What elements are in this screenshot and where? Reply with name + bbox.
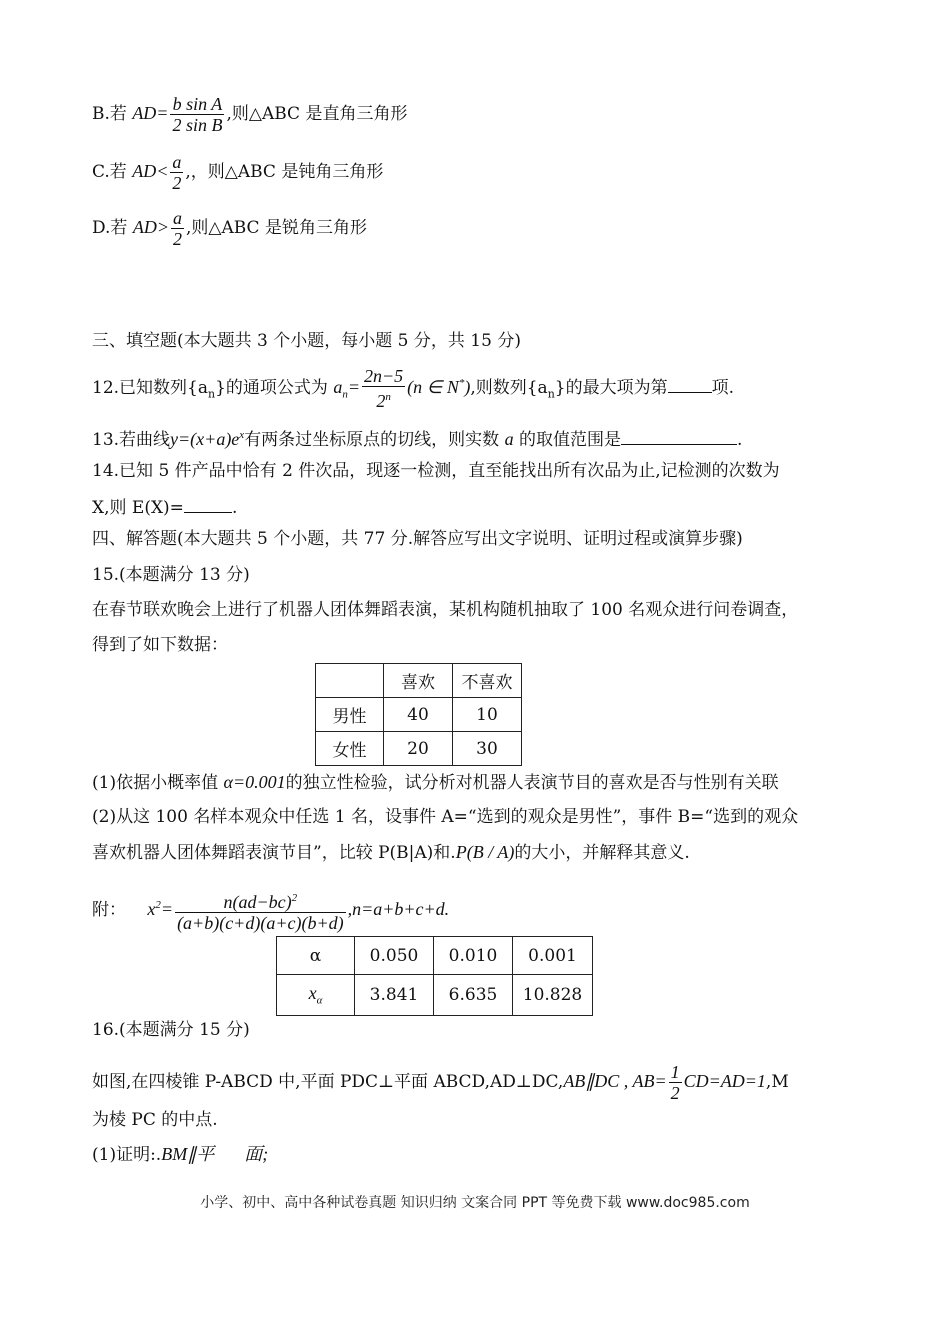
formula-eq: = bbox=[160, 899, 174, 919]
fraction-denominator: 2 bbox=[172, 173, 182, 193]
fraction-denominator: 2 sin B bbox=[172, 115, 223, 135]
q12-text-4: }的最大项为第 bbox=[554, 378, 668, 398]
table-cell: 20 bbox=[384, 732, 453, 766]
q15-line-2: 得到了如下数据： bbox=[92, 635, 228, 655]
table-cell: 0.001 bbox=[513, 937, 593, 975]
formula-lhs-sup: 2 bbox=[155, 899, 161, 911]
chi-square-fraction bbox=[175, 888, 346, 933]
q16-math-a: AB∥DC , AB= bbox=[563, 1071, 667, 1091]
q15-part-2-line-2 bbox=[92, 841, 690, 864]
q16-end: ,M bbox=[765, 1072, 789, 1092]
table-cell: 40 bbox=[384, 698, 453, 732]
option-b-lhs: AD= bbox=[132, 103, 169, 123]
fraction-denominator bbox=[362, 387, 405, 411]
q16-fraction bbox=[669, 1062, 682, 1103]
option-d-fraction bbox=[171, 208, 184, 249]
table-cell: 6.635 bbox=[434, 975, 513, 1016]
fraction-numerator: a bbox=[172, 208, 182, 228]
q15-part2-text-b: 的大小，并解释其意义. bbox=[514, 843, 690, 863]
table-cell: α bbox=[277, 937, 355, 975]
page-footer[interactable]: 小学、初中、高中各种试卷真题 知识归纳 文案合同 PPT 等免费下载 www.doc985.com bbox=[200, 1195, 750, 1211]
q13-curve-sup: x bbox=[239, 429, 245, 441]
critical-value-table bbox=[276, 936, 593, 1016]
q13-variable: a bbox=[504, 429, 514, 449]
q16-math-b: CD=AD=1 bbox=[683, 1071, 766, 1091]
question-14-line-2 bbox=[92, 494, 237, 519]
option-b-text: ,则△ABC 是直角三角形 bbox=[226, 104, 408, 124]
table-header: 不喜欢 bbox=[453, 664, 522, 698]
q12-den-base: 2 bbox=[376, 391, 386, 411]
table-cell: 10 bbox=[453, 698, 522, 732]
option-c-text: ,，则△ABC 是钝角三角形 bbox=[185, 162, 384, 182]
prob-expression: P(B / A) bbox=[455, 842, 515, 862]
fraction-numerator: b sin A bbox=[170, 94, 224, 115]
table-cell: 0.010 bbox=[434, 937, 513, 975]
q15-part1-text-b: 的独立性检验，试分析对机器人表演节目的喜欢是否与性别有关联 bbox=[285, 773, 779, 793]
fraction-numerator: a bbox=[172, 152, 182, 172]
q12-an-sub: n bbox=[342, 388, 348, 401]
formula-num-sup: 2 bbox=[291, 892, 298, 904]
answer-blank[interactable] bbox=[184, 494, 232, 513]
q15-line-1: 在春节联欢晚会上进行了机器人团体舞蹈表演，某机构随机抽取了 100 名观众进行问卷调查， bbox=[92, 600, 799, 620]
q16-line-1 bbox=[92, 1062, 789, 1103]
table-row bbox=[316, 664, 522, 698]
table-row bbox=[277, 975, 593, 1016]
table-cell: 男性 bbox=[316, 698, 384, 732]
q15-part-1 bbox=[92, 771, 779, 794]
option-d-label: D.若 bbox=[92, 218, 128, 238]
q16-part1-math-2: 面; bbox=[244, 1144, 269, 1164]
q13-text-2: 有两条过坐标原点的切线，则实数 bbox=[244, 430, 500, 450]
formula-lhs bbox=[147, 899, 173, 919]
q12-den-sup: n bbox=[385, 391, 391, 403]
x-alpha-symbol: x bbox=[308, 983, 317, 1004]
fraction-numerator: 2n−5 bbox=[363, 366, 404, 386]
option-c-fraction bbox=[170, 152, 183, 193]
q13-text-3: 的取值范围是 bbox=[519, 430, 621, 450]
formula-tail: ,n=a+b+c+d. bbox=[347, 899, 450, 919]
q16-part-1 bbox=[92, 1143, 268, 1166]
option-d bbox=[92, 208, 367, 249]
option-b-fraction bbox=[170, 94, 224, 135]
q12-subscript-2: n bbox=[547, 387, 555, 401]
fraction-denominator: (a+b)(c+d)(a+c)(b+d) bbox=[177, 913, 344, 933]
q13-curve-text: y=(x+a)e bbox=[170, 429, 240, 449]
option-d-text: ,则△ABC 是锐角三角形 bbox=[185, 218, 367, 238]
q14-prefix: X,则 E(X)= bbox=[92, 498, 184, 518]
question-13 bbox=[92, 424, 742, 451]
option-b-label: B.若 bbox=[92, 104, 127, 124]
q12-fraction bbox=[362, 366, 405, 411]
q13-end: . bbox=[737, 430, 743, 450]
table-header: 喜欢 bbox=[384, 664, 453, 698]
answer-blank[interactable] bbox=[621, 426, 737, 445]
table-cell: 0.050 bbox=[355, 937, 434, 975]
q12-text-5: 项. bbox=[711, 378, 735, 398]
fraction-numerator bbox=[175, 888, 346, 913]
q15-title: 15.(本题满分 13 分) bbox=[92, 565, 250, 585]
appendix-formula bbox=[92, 888, 449, 933]
section-3-title: 三、填空题(本大题共 3 个小题，每小题 5 分，共 15 分) bbox=[92, 331, 521, 351]
option-d-lhs: AD> bbox=[132, 217, 169, 237]
option-c-lhs: AD< bbox=[132, 161, 169, 181]
q12-subscript: n bbox=[208, 387, 216, 401]
appendix-label: 附： bbox=[92, 900, 126, 920]
q16-text-a: 如图,在四棱锥 P-ABCD 中,平面 PDC⊥平面 ABCD,AD⊥DC, bbox=[92, 1072, 564, 1092]
table-cell: 30 bbox=[453, 732, 522, 766]
q12-an-symbol: a bbox=[333, 377, 343, 397]
section-4-title: 四、解答题(本大题共 5 个小题，共 77 分.解答应写出文字说明、证明过程或演算步骤) bbox=[92, 529, 743, 549]
formula-lhs-var: x bbox=[147, 899, 156, 919]
option-b bbox=[92, 94, 407, 135]
answer-blank[interactable] bbox=[668, 374, 712, 393]
q12-an: $a_n=$ bbox=[333, 377, 360, 401]
x-alpha-sub: α bbox=[316, 994, 323, 1007]
table-cell: 10.828 bbox=[513, 975, 593, 1016]
formula-num-text: n(ad−bc) bbox=[223, 892, 292, 912]
table-cell bbox=[277, 975, 355, 1016]
q12-text-3: ,则数列{a bbox=[470, 378, 548, 398]
q15-part1-text-a: (1)依据小概率值 bbox=[92, 773, 219, 793]
q12-text-2: }的通项公式为 bbox=[215, 378, 328, 398]
q12-cond-sup: * bbox=[458, 377, 465, 389]
q15-part2-text-a: 喜欢机器人团体舞蹈表演节目”，比较 P(B|A)和. bbox=[92, 843, 456, 863]
fraction-denominator: 2 bbox=[670, 1083, 680, 1103]
q16-line-2: 为棱 PC 的中点. bbox=[92, 1110, 218, 1130]
option-c bbox=[92, 152, 383, 193]
q16-title: 16.(本题满分 15 分) bbox=[92, 1020, 250, 1040]
option-c-label: C.若 bbox=[92, 162, 127, 182]
table-row bbox=[277, 937, 593, 975]
q12-cond-end: ) bbox=[464, 377, 471, 397]
q12-condition bbox=[407, 377, 470, 397]
fraction-numerator: 1 bbox=[670, 1062, 680, 1082]
fraction-denominator: 2 bbox=[172, 229, 182, 249]
table-cell bbox=[316, 664, 384, 698]
q12-text-1: 12.已知数列{a bbox=[92, 378, 208, 398]
q15-part-2-line-1: (2)从这 100 名样本观众中任选 1 名，设事件 A=“选到的观众是男性”，事件 B=“选到的观众 bbox=[92, 807, 799, 827]
table-cell: 3.841 bbox=[355, 975, 434, 1016]
survey-table bbox=[315, 663, 522, 766]
q14-end: . bbox=[231, 498, 238, 518]
q16-part1-math: BM∥平 bbox=[161, 1144, 215, 1164]
alpha-value: α=0.001 bbox=[223, 772, 286, 792]
q13-text-1: 13.若曲线 bbox=[92, 430, 171, 450]
q12-cond-text: (n ∈ N bbox=[407, 377, 459, 397]
table-cell: 女性 bbox=[316, 732, 384, 766]
table-row bbox=[316, 698, 522, 732]
table-row bbox=[316, 732, 522, 766]
question-12 bbox=[92, 366, 734, 411]
q13-curve bbox=[170, 429, 244, 449]
q16-part1-text: (1)证明:. bbox=[92, 1145, 162, 1165]
question-14-line-1: 14.已知 5 件产品中恰有 2 件次品，现逐一检测，直至能找出所有次品为止,记检测的次数为 bbox=[92, 461, 780, 481]
